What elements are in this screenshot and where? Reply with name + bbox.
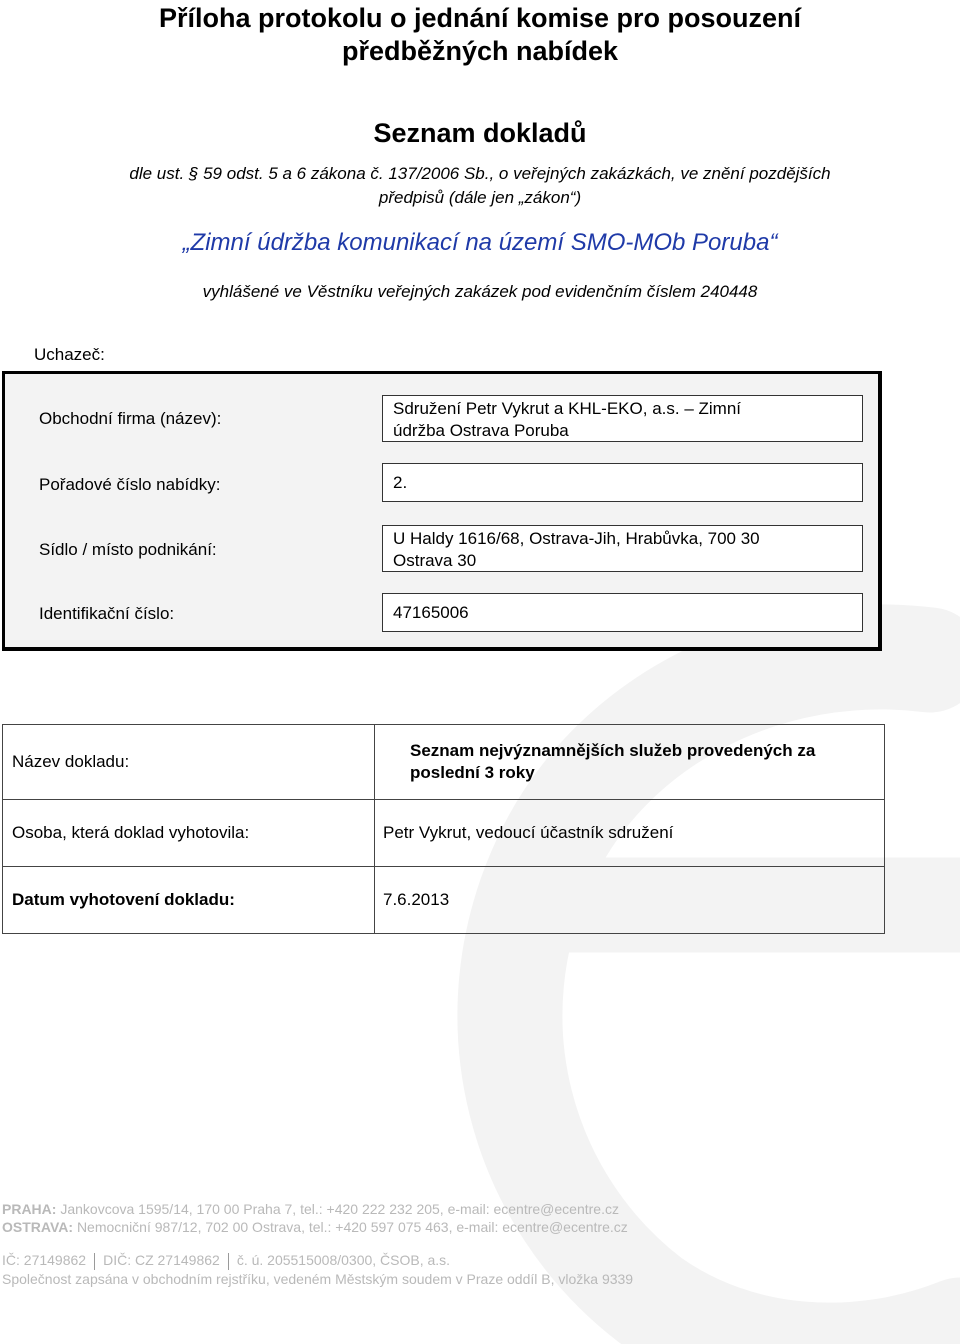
page-title <box>0 2 960 68</box>
title-line-1: Příloha protokolu o jednání komise pro posouzení <box>158 3 802 33</box>
document-date-label: Datum vyhotovení dokladu: <box>3 867 375 934</box>
document-name-value <box>375 725 885 800</box>
footer-praha-text: Jankovcova 1595/14, 170 00 Praha 7, tel.: +420 222 232 205, e-mail: ecentre@ecentre.cz <box>60 1201 619 1217</box>
applicant-box <box>2 371 882 651</box>
footer-praha <box>2 1200 960 1218</box>
footer-divider <box>94 1253 95 1270</box>
id-field: 47165006 <box>382 593 863 632</box>
footer-registry: Společnost zapsána v obchodním rejstříku, vedeném Městským soudem v Praze oddíl B, vložka 9339 <box>2 1270 634 1287</box>
document-author-value: Petr Vykrut, vedoucí účastník sdružení <box>375 800 885 867</box>
legal-line-1: dle ust. § 59 odst. 5 a 6 zákona č. 137/2006 Sb., o veřejných zakázkách, ve znění pozdějších <box>129 164 831 183</box>
seat-line-2: Ostrava 30 <box>393 551 477 570</box>
document-author-label: Osoba, která doklad vyhotovila: <box>3 800 375 867</box>
company-line-2: údržba Ostrava Poruba <box>393 421 569 440</box>
id-label: Identifikační číslo: <box>39 604 175 623</box>
company-field <box>382 395 863 442</box>
title-line-2: předběžných nabídek <box>341 36 619 66</box>
footer-account: č. ú. 205515008/0300, ČSOB, a.s. <box>236 1252 451 1268</box>
footer-divider <box>228 1253 229 1270</box>
footer-ostrava-text: Nemocniční 987/12, 702 00 Ostrava, tel.: +420 597 075 463, e-mail: ecentre@ecentre.cz <box>76 1219 628 1235</box>
footer-ostrava <box>2 1218 960 1236</box>
footer-company-ids <box>2 1251 960 1270</box>
seat-line-1: U Haldy 1616/68, Ostrava-Jih, Hrabůvka, 700 30 <box>393 529 760 548</box>
footer-dic: DIČ: CZ 27149862 <box>103 1252 220 1268</box>
legal-basis <box>30 162 930 210</box>
company-label: Obchodní firma (název): <box>39 409 222 428</box>
footer-ic: IČ: 27149862 <box>2 1252 87 1268</box>
announcement: vyhlášené ve Věstníku veřejných zakázek pod evidenčním číslem 240448 <box>202 282 758 301</box>
table-row <box>3 725 885 800</box>
company-line-1: Sdružení Petr Vykrut a KHL-EKO, a.s. – Zimní <box>393 399 741 418</box>
footer-ostrava-label: OSTRAVA: <box>2 1219 74 1235</box>
offer-number-field: 2. <box>382 463 863 502</box>
table-row <box>3 800 885 867</box>
legal-line-2: předpisů (dále jen „zákon“) <box>378 188 582 207</box>
footer-praha-label: PRAHA: <box>2 1201 57 1217</box>
footer <box>0 1200 960 1288</box>
contract-name: „Zimní údržba komunikací na území SMO-MOb Poruba“ <box>182 229 778 256</box>
document-date-value: 7.6.2013 <box>375 867 885 934</box>
document-name-label: Název dokladu: <box>3 725 375 800</box>
applicant-section-label: Uchazeč: <box>34 345 105 364</box>
document-table <box>2 724 885 934</box>
offer-number-label: Pořadové číslo nabídky: <box>39 475 221 494</box>
list-title: Seznam dokladů <box>373 118 587 148</box>
document-name-line-2: poslední 3 roky <box>410 763 535 782</box>
document-name-line-1: Seznam nejvýznamnějších služeb provedených za <box>410 741 816 760</box>
table-row <box>3 867 885 934</box>
seat-label: Sídlo / místo podnikání: <box>39 540 217 559</box>
seat-field <box>382 525 863 572</box>
